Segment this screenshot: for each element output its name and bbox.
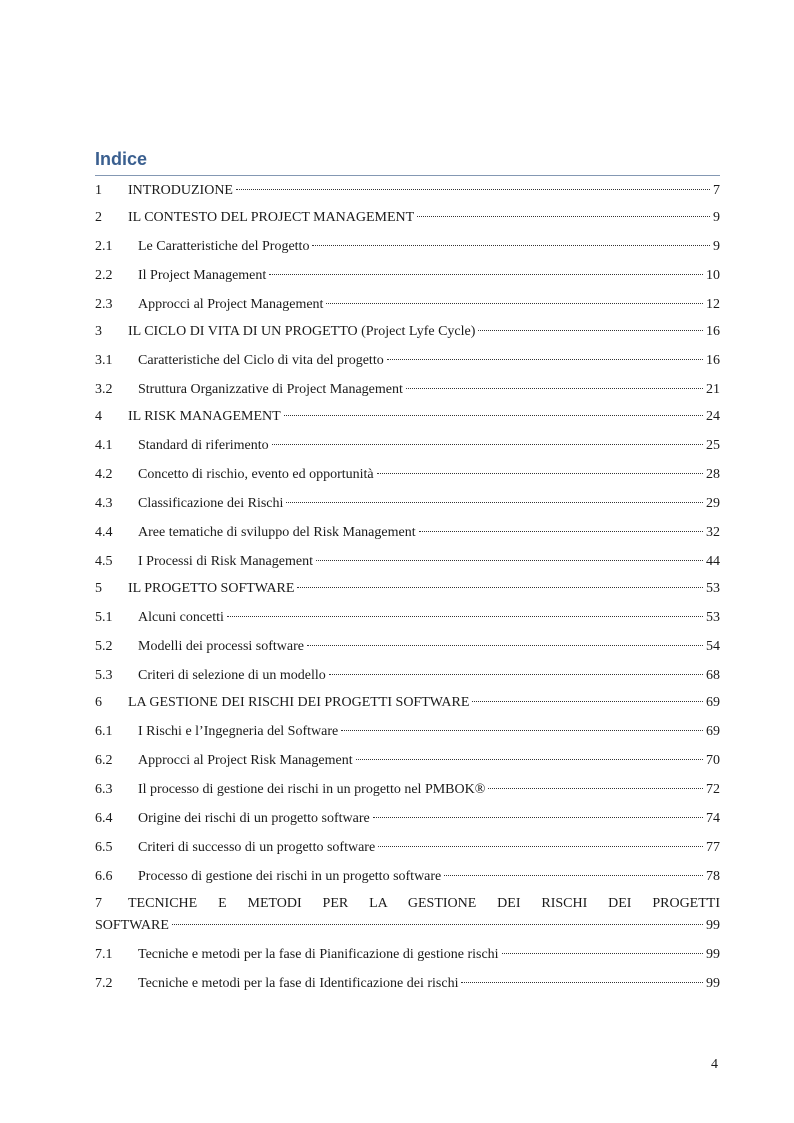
toc-entry-title: Il processo di gestione dei rischi in un progetto nel PMBOK® [138, 782, 486, 797]
toc-entry[interactable] [95, 183, 720, 199]
toc-entry[interactable] [95, 610, 720, 626]
toc-leader-dots [236, 189, 710, 190]
toc-entry-title: Aree tematiche di sviluppo del Risk Management [138, 525, 416, 540]
toc-entry-page: 54 [706, 639, 720, 654]
toc-entry-title: Processo di gestione dei rischi in un progetto software [138, 869, 442, 884]
toc-entry[interactable] [95, 811, 720, 827]
toc-entry-title: I Rischi e l’Ingegneria del Software [138, 724, 339, 739]
toc-entry-page: 9 [713, 239, 720, 254]
toc-leader-dots [269, 274, 703, 275]
toc-entry-number: 6.1 [95, 724, 113, 739]
toc-entry-number: 7 [95, 896, 102, 911]
toc-leader-dots [472, 701, 703, 702]
toc-entry[interactable] [95, 581, 720, 597]
toc-leader-dots [478, 330, 703, 331]
toc-leader-dots [488, 788, 703, 789]
toc-entry-title: INTRODUZIONE [128, 183, 233, 198]
toc-leader-dots [502, 953, 703, 954]
toc-entry-title: IL CONTESTO DEL PROJECT MANAGEMENT [128, 210, 415, 225]
toc-entry-page: 68 [706, 668, 720, 683]
toc-entry-title: Approcci al Project Risk Management [138, 753, 353, 768]
toc-entry[interactable] [95, 840, 720, 856]
toc-entry-page: 7 [713, 183, 720, 198]
toc-leader-dots [312, 245, 710, 246]
toc-entry-number: 7.2 [95, 976, 113, 991]
toc-entry-page: 70 [706, 753, 720, 768]
toc-entry-page: 12 [706, 297, 720, 312]
toc-entry-page: 72 [706, 782, 720, 797]
toc-leader-dots [387, 359, 703, 360]
table-of-contents [95, 183, 720, 992]
toc-entry[interactable] [95, 976, 720, 992]
toc-heading: Indice [95, 149, 720, 176]
toc-entry-title: IL PROGETTO SOFTWARE [128, 581, 295, 596]
toc-leader-dots [284, 415, 703, 416]
toc-entry[interactable] [95, 554, 720, 570]
toc-entry[interactable] [95, 896, 720, 934]
toc-entry-page: 29 [706, 496, 720, 511]
toc-entry-page: 16 [706, 353, 720, 368]
toc-entry-number: 2.3 [95, 297, 113, 312]
toc-entry-number: 3 [95, 324, 102, 339]
toc-entry-number: 2.2 [95, 268, 113, 283]
toc-entry-number: 3.2 [95, 382, 113, 397]
toc-entry-page: 99 [706, 918, 720, 933]
toc-entry-page: 10 [706, 268, 720, 283]
toc-leader-dots [373, 817, 703, 818]
toc-entry[interactable] [95, 668, 720, 684]
toc-entry[interactable] [95, 409, 720, 425]
toc-entry-page: 74 [706, 811, 720, 826]
toc-leader-dots [326, 303, 703, 304]
toc-entry-title: Modelli dei processi software [138, 639, 305, 654]
toc-leader-dots [419, 531, 703, 532]
toc-entry-number: 4.2 [95, 467, 113, 482]
toc-entry[interactable] [95, 753, 720, 769]
toc-entry-number: 3.1 [95, 353, 113, 368]
toc-entry-number: 6.2 [95, 753, 113, 768]
toc-entry[interactable] [95, 525, 720, 541]
toc-entry-number: 2.1 [95, 239, 113, 254]
toc-entry-title: Struttura Organizzative di Project Management [138, 382, 403, 397]
toc-leader-dots [406, 388, 703, 389]
toc-leader-dots [272, 444, 703, 445]
toc-entry-page: 16 [706, 324, 720, 339]
toc-entry-title: TECNICHE E METODI PER LA GESTIONE DEI RISCHI DEI PROGETTI [128, 896, 720, 911]
toc-entry[interactable] [95, 438, 720, 454]
toc-entry-title: Standard di riferimento [138, 438, 269, 453]
toc-entry-page: 53 [706, 581, 720, 596]
toc-entry[interactable] [95, 297, 720, 313]
toc-entry-title: Il Project Management [138, 268, 267, 283]
toc-entry-page: 25 [706, 438, 720, 453]
toc-leader-dots [172, 924, 703, 925]
toc-leader-dots [297, 587, 703, 588]
toc-entry-title: Le Caratteristiche del Progetto [138, 239, 310, 254]
toc-entry-title: Origine dei rischi di un progetto software [138, 811, 370, 826]
toc-entry-number: 7.1 [95, 947, 113, 962]
toc-entry-title: Tecniche e metodi per la fase di Pianificazione di gestione rischi [138, 947, 499, 962]
toc-entry[interactable] [95, 353, 720, 369]
toc-entry[interactable] [95, 496, 720, 512]
toc-entry-number: 5.3 [95, 668, 113, 683]
toc-entry-number: 4.3 [95, 496, 113, 511]
toc-entry-title: Tecniche e metodi per la fase di Identificazione dei rischi [138, 976, 459, 991]
toc-leader-dots [444, 875, 703, 876]
toc-entry[interactable] [95, 639, 720, 655]
toc-leader-dots [377, 473, 703, 474]
toc-leader-dots [356, 759, 703, 760]
toc-entry-page: 21 [706, 382, 720, 397]
toc-leader-dots [417, 216, 710, 217]
toc-entry-title: Criteri di selezione di un modello [138, 668, 326, 683]
toc-leader-dots [461, 982, 703, 983]
toc-entry-number: 6 [95, 695, 102, 710]
toc-entry-number: 6.3 [95, 782, 113, 797]
toc-entry[interactable] [95, 382, 720, 398]
toc-entry-page: 69 [706, 724, 720, 739]
toc-entry-title: Concetto di rischio, evento ed opportunità [138, 467, 374, 482]
toc-entry-title-continued: SOFTWARE [95, 918, 169, 933]
page-number: 4 [711, 1057, 718, 1072]
toc-leader-dots [316, 560, 703, 561]
toc-entry-number: 6.5 [95, 840, 113, 855]
toc-leader-dots [329, 674, 703, 675]
toc-entry[interactable] [95, 210, 720, 226]
toc-entry-number: 4.4 [95, 525, 113, 540]
toc-entry[interactable] [95, 695, 720, 711]
toc-entry[interactable] [95, 782, 720, 798]
toc-entry[interactable] [95, 724, 720, 740]
toc-leader-dots [378, 846, 703, 847]
toc-entry-page: 77 [706, 840, 720, 855]
toc-entry-number: 2 [95, 210, 102, 225]
toc-entry-page: 32 [706, 525, 720, 540]
toc-entry-page: 44 [706, 554, 720, 569]
toc-entry-page: 53 [706, 610, 720, 625]
toc-entry-number: 6.6 [95, 869, 113, 884]
toc-entry-number: 5 [95, 581, 102, 596]
toc-entry-page: 99 [706, 976, 720, 991]
toc-entry-number: 4.1 [95, 438, 113, 453]
toc-entry[interactable] [95, 467, 720, 483]
toc-entry-title: Classificazione dei Rischi [138, 496, 284, 511]
toc-leader-dots [227, 616, 703, 617]
toc-entry-title: Alcuni concetti [138, 610, 224, 625]
toc-entry-number: 6.4 [95, 811, 113, 826]
toc-entry-number: 5.2 [95, 639, 113, 654]
toc-entry[interactable] [95, 239, 720, 255]
toc-entry-page: 24 [706, 409, 720, 424]
toc-entry-page: 28 [706, 467, 720, 482]
toc-entry-page: 69 [706, 695, 720, 710]
toc-entry-title: LA GESTIONE DEI RISCHI DEI PROGETTI SOFTWARE [128, 695, 470, 710]
toc-entry-title: I Processi di Risk Management [138, 554, 313, 569]
toc-entry-title: Caratteristiche del Ciclo di vita del progetto [138, 353, 384, 368]
toc-entry-title: IL CICLO DI VITA DI UN PROGETTO (Project Lyfe Cycle) [128, 324, 476, 339]
toc-leader-dots [286, 502, 703, 503]
toc-entry-page: 99 [706, 947, 720, 962]
toc-entry[interactable] [95, 869, 720, 885]
toc-entry[interactable] [95, 268, 720, 284]
toc-entry-page: 78 [706, 869, 720, 884]
toc-entry-title: Approcci al Project Management [138, 297, 324, 312]
toc-leader-dots [341, 730, 703, 731]
toc-entry[interactable] [95, 324, 720, 340]
toc-entry-page: 9 [713, 210, 720, 225]
toc-entry-title: IL RISK MANAGEMENT [128, 409, 281, 424]
toc-entry-number: 4.5 [95, 554, 113, 569]
toc-leader-dots [307, 645, 703, 646]
toc-entry-number: 5.1 [95, 610, 113, 625]
toc-entry-number: 4 [95, 409, 102, 424]
toc-entry-number: 1 [95, 183, 102, 198]
toc-entry-title: Criteri di successo di un progetto software [138, 840, 376, 855]
toc-entry[interactable] [95, 947, 720, 963]
